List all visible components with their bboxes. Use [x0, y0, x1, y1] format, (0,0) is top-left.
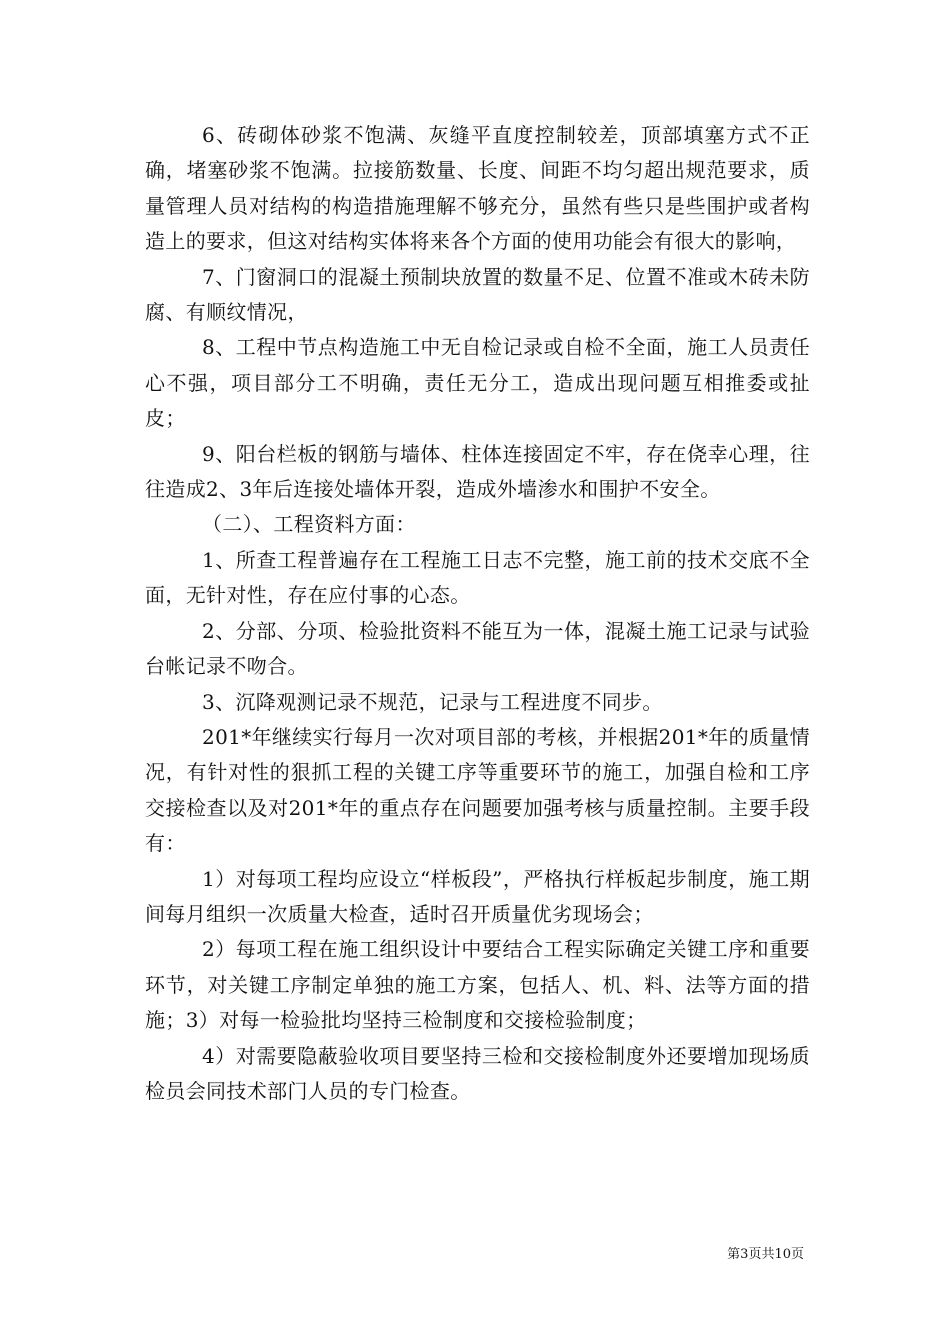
paragraph-records-2: 2、分部、分项、检验批资料不能互为一体，混凝土施工记录与试验台帐记录不吻合。 — [145, 618, 810, 679]
page-number: 第3页共10页 — [727, 1247, 804, 1262]
paragraph-records-3: 3、沉降观测记录不规范，记录与工程进度不同步。 — [202, 689, 663, 714]
paragraph-measure-1: 1）对每项工程均应设立“样板段”，严格执行样板起步制度，施工期间每月组织一次质量大检查，适时召开质量优劣现场会； — [145, 866, 810, 926]
document-body — [145, 118, 810, 1109]
paragraph-plan-intro: 201*年继续实行每月一次对项目部的考核，并根据201*年的质量情况，有针对性的狠抓工程的关键工序等重要环节的施工，加强自检和工序交接检查以及对201*年的重点存在问题要加强考核与质量控制。主要手段有： — [145, 724, 810, 856]
paragraph-item-7: 7、门窗洞口的混凝土预制块放置的数量不足、位置不准或木砖未防腐、有顺纹情况， — [145, 264, 810, 325]
paragraph-measure-4: 4）对需要隐蔽验收项目要坚持三检和交接检制度外还要增加现场质检员会同技术部门人员的专门检查。 — [145, 1043, 810, 1103]
paragraph-item-6: 6、砖砌体砂浆不饱满、灰缝平直度控制较差，顶部填塞方式不正确，堵塞砂浆不饱满。拉接筋数量、长度、间距不均匀超出规范要求，质量管理人员对结构的构造措施理解不够充分，虽然有些只是些围护或者构造上的要求，但这对结构实体将来各个方面的使用功能会有很大的影响， — [145, 123, 810, 254]
paragraph-records-1: 1、所查工程普遍存在工程施工日志不完整，施工前的技术交底不全面，无针对性，存在应付事的心态。 — [145, 547, 810, 608]
section-heading-records: （二）、工程资料方面： — [202, 512, 416, 537]
paragraph-measure-2-3: 2）每项工程在施工组织设计中要结合工程实际确定关键工序和重要环节，对关键工序制定单独的施工方案，包括人、机、料、法等方面的措施；3）对每一检验批均坚持三检制度和交接检验制度； — [145, 937, 810, 1033]
paragraph-item-9: 9、阳台栏板的钢筋与墙体、柱体连接固定不牢，存在侥幸心理，往往造成2、3年后连接处墙体开裂，造成外墙渗水和围护不安全。 — [145, 441, 810, 502]
paragraph-item-8: 8、工程中节点构造施工中无自检记录或自检不全面，施工人员责任心不强，项目部分工不明确，责任无分工，造成出现问题互相推委或扯皮； — [145, 335, 810, 431]
